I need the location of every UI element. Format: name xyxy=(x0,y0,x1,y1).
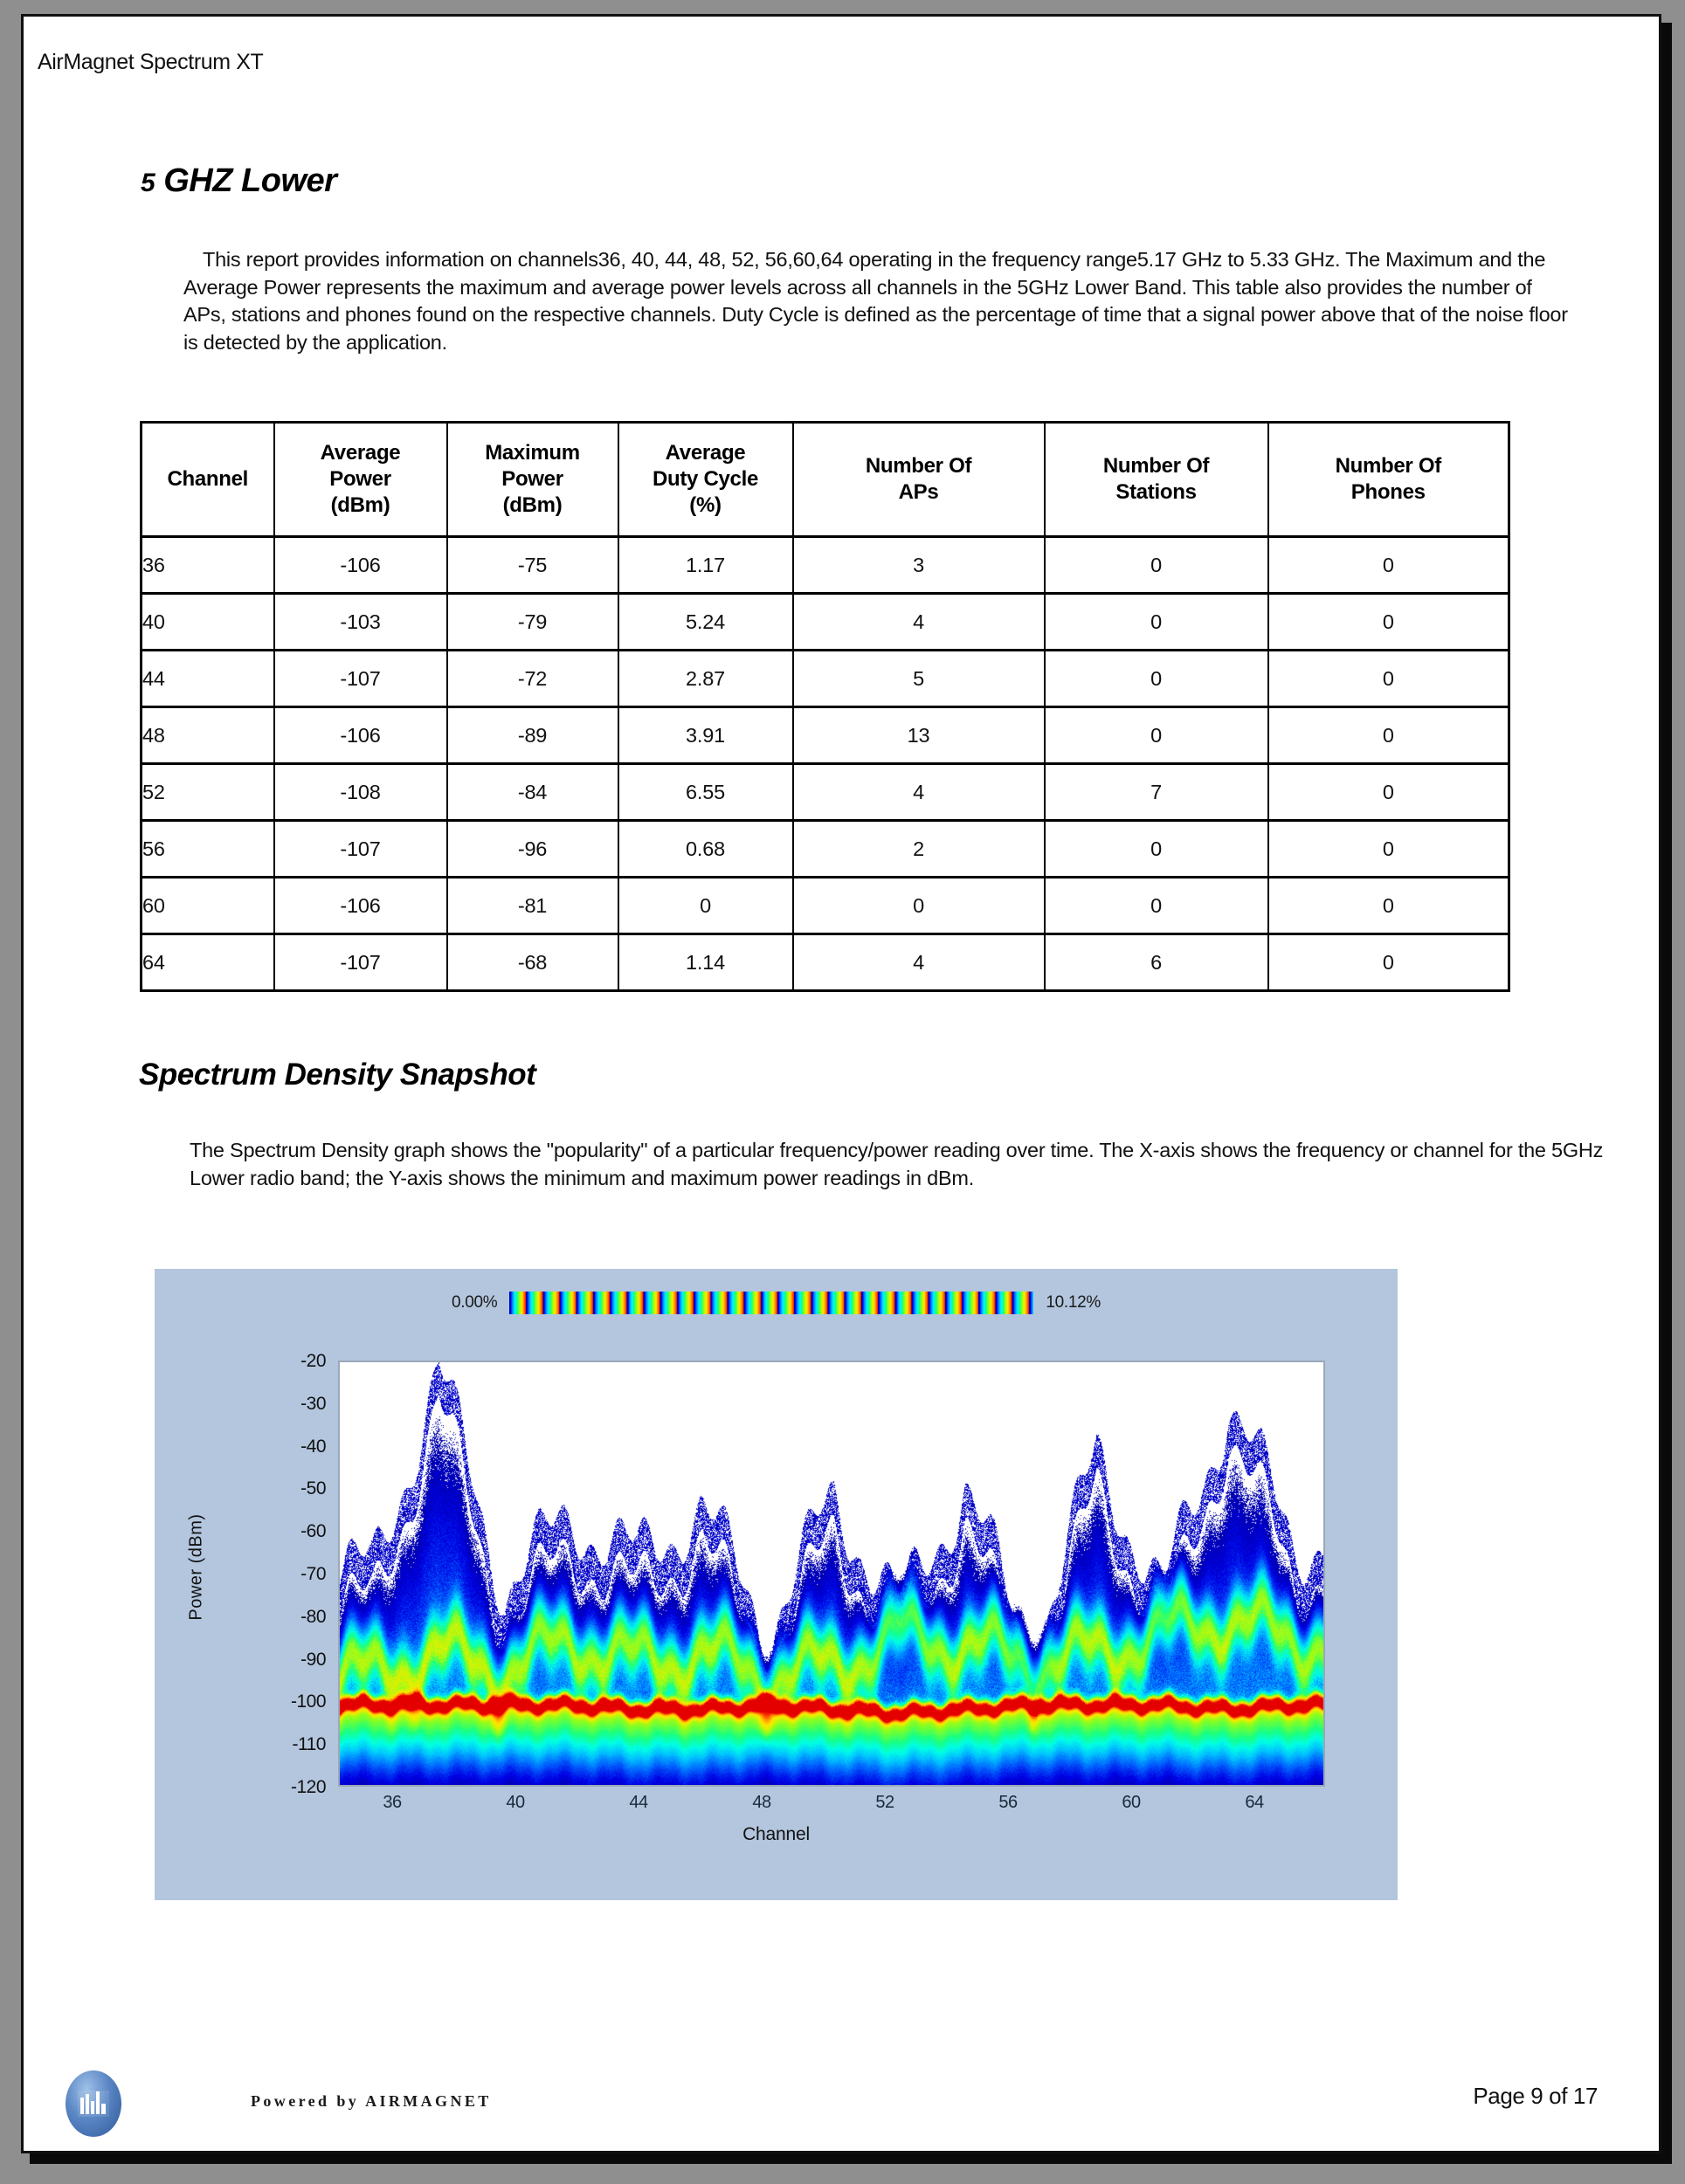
table-row xyxy=(142,878,1509,934)
header-line: (dBm) xyxy=(502,493,563,517)
col-header-number-of-aps xyxy=(793,423,1045,537)
cell-phones: 0 xyxy=(1268,594,1509,651)
cell-phones: 0 xyxy=(1268,934,1509,991)
header-line: Average xyxy=(665,441,746,465)
y-axis-ticks xyxy=(256,1351,331,1797)
y-tick-label: -60 xyxy=(300,1521,326,1542)
y-axis-title: Power (dBm) xyxy=(186,1513,206,1621)
y-tick-label: -30 xyxy=(300,1393,326,1414)
y-tick-label: -100 xyxy=(290,1691,326,1712)
header-line: Power xyxy=(501,467,563,491)
channel-summary-table xyxy=(140,421,1510,992)
cell-channel: 40 xyxy=(142,594,274,651)
footer-powered-by: Powered by AIRMAGNET xyxy=(251,2092,492,2110)
header-line: Power xyxy=(329,467,391,491)
table-header-row xyxy=(142,423,1509,537)
cell-channel: 64 xyxy=(142,934,274,991)
y-tick-label: -90 xyxy=(300,1649,326,1670)
cell-aps: 13 xyxy=(793,707,1045,764)
section-title-prefix: 5 xyxy=(141,169,155,197)
cell-avg-power: -107 xyxy=(274,934,447,991)
table-row xyxy=(142,934,1509,991)
header-line: Channel xyxy=(167,467,249,491)
header-line: Number Of xyxy=(1335,454,1441,478)
table-body xyxy=(142,537,1509,991)
cell-duty-cycle: 2.87 xyxy=(618,651,793,707)
cell-aps: 2 xyxy=(793,821,1045,878)
cell-aps: 4 xyxy=(793,934,1045,991)
header-line: Number Of xyxy=(1102,454,1210,478)
header-line: (dBm) xyxy=(330,493,390,517)
cell-max-power: -72 xyxy=(447,651,618,707)
y-tick-label: -50 xyxy=(300,1478,326,1499)
cell-stations: 0 xyxy=(1045,594,1268,651)
header-line: Number Of xyxy=(865,454,972,478)
cell-max-power: -79 xyxy=(447,594,618,651)
section-title-spectrum-density: Spectrum Density Snapshot xyxy=(139,1058,536,1092)
cell-stations: 0 xyxy=(1045,537,1268,594)
x-tick-label: 52 xyxy=(875,1793,894,1812)
table-row xyxy=(142,594,1509,651)
cell-duty-cycle: 3.91 xyxy=(618,707,793,764)
cell-channel: 56 xyxy=(142,821,274,878)
table-row xyxy=(142,764,1509,821)
cell-phones: 0 xyxy=(1268,821,1509,878)
table-row xyxy=(142,707,1509,764)
cell-aps: 4 xyxy=(793,594,1045,651)
cell-aps: 0 xyxy=(793,878,1045,934)
cell-avg-power: -107 xyxy=(274,821,447,878)
cell-duty-cycle: 5.24 xyxy=(618,594,793,651)
colorbar-max-label: 10.12% xyxy=(1046,1293,1101,1312)
table-row xyxy=(142,651,1509,707)
cell-stations: 0 xyxy=(1045,878,1268,934)
cell-channel: 52 xyxy=(142,764,274,821)
header-line: APs xyxy=(898,480,939,504)
cell-phones: 0 xyxy=(1268,764,1509,821)
x-tick-label: 36 xyxy=(383,1793,402,1812)
cell-avg-power: -108 xyxy=(274,764,447,821)
cell-phones: 0 xyxy=(1268,537,1509,594)
cell-avg-power: -106 xyxy=(274,878,447,934)
section-title-5ghz-lower xyxy=(141,162,336,200)
plot-area xyxy=(338,1361,1325,1787)
table-row xyxy=(142,537,1509,594)
document-page xyxy=(21,14,1661,2153)
cell-channel: 44 xyxy=(142,651,274,707)
y-tick-label: -120 xyxy=(290,1777,326,1797)
paragraph-spectrum-density: The Spectrum Density graph shows the "popularity" of a particular frequency/power reading over time. The X-axis shows the frequency or channel for the 5GHz Lower radio band; the Y-axis shows the minimum and maximum power readings in dBm. xyxy=(190,1139,1604,1189)
cell-max-power: -84 xyxy=(447,764,618,821)
y-tick-label: -40 xyxy=(300,1436,326,1457)
cell-duty-cycle: 0 xyxy=(618,878,793,934)
cell-max-power: -96 xyxy=(447,821,618,878)
col-header-number-of-stations xyxy=(1045,423,1268,537)
colorbar-min-label: 0.00% xyxy=(451,1293,498,1312)
x-tick-label: 48 xyxy=(752,1793,771,1812)
cell-avg-power: -103 xyxy=(274,594,447,651)
cell-max-power: -89 xyxy=(447,707,618,764)
footer-page-number: Page 9 of 17 xyxy=(1473,2083,1598,2109)
cell-max-power: -75 xyxy=(447,537,618,594)
cell-channel: 48 xyxy=(142,707,274,764)
cell-avg-power: -106 xyxy=(274,537,447,594)
table-row xyxy=(142,821,1509,878)
col-header-maximum-power xyxy=(447,423,618,537)
header-line: Phones xyxy=(1350,480,1426,504)
spectrum-density-canvas xyxy=(340,1362,1325,1787)
document-header-title: AirMagnet Spectrum XT xyxy=(38,50,264,74)
airmagnet-logo-icon xyxy=(66,2070,121,2137)
header-line: Maximum xyxy=(485,441,580,465)
cell-phones: 0 xyxy=(1268,878,1509,934)
cell-stations: 0 xyxy=(1045,651,1268,707)
cell-avg-power: -106 xyxy=(274,707,447,764)
cell-stations: 0 xyxy=(1045,707,1268,764)
cell-aps: 5 xyxy=(793,651,1045,707)
cell-duty-cycle: 0.68 xyxy=(618,821,793,878)
col-header-average-power xyxy=(274,423,447,537)
x-tick-label: 44 xyxy=(629,1793,648,1812)
cell-aps: 4 xyxy=(793,764,1045,821)
cell-duty-cycle: 6.55 xyxy=(618,764,793,821)
cell-phones: 0 xyxy=(1268,651,1509,707)
x-axis-ticks xyxy=(338,1793,1325,1819)
colorbar-legend xyxy=(155,1288,1398,1318)
cell-stations: 7 xyxy=(1045,764,1268,821)
cell-aps: 3 xyxy=(793,537,1045,594)
section-title-rest: GHZ Lower xyxy=(155,162,337,199)
cell-duty-cycle: 1.14 xyxy=(618,934,793,991)
spectrum-density-chart xyxy=(155,1269,1398,1900)
header-line: (%) xyxy=(689,493,722,517)
x-tick-label: 60 xyxy=(1122,1793,1141,1812)
cell-max-power: -68 xyxy=(447,934,618,991)
x-tick-label: 40 xyxy=(506,1793,525,1812)
col-header-average-duty-cycle xyxy=(618,423,793,537)
y-tick-label: -70 xyxy=(300,1564,326,1584)
cell-stations: 6 xyxy=(1045,934,1268,991)
cell-max-power: -81 xyxy=(447,878,618,934)
col-header-number-of-phones xyxy=(1268,423,1509,537)
y-tick-label: -80 xyxy=(300,1606,326,1627)
x-tick-label: 56 xyxy=(998,1793,1018,1812)
paragraph-5ghz-lower: This report provides information on channels36, 40, 44, 48, 52, 56,60,64 operating in the frequency range5.17 GHz to 5.33 GHz. The Maximum and the Average Power represents the maximum and average power levels across all channels in the 5GHz Lower Band. This table also provides the number of APs, stations and phones found on the respective channels. Duty Cycle is defined as the percentage of time that a signal power above that of the noise floor is detected by the application. xyxy=(183,248,1568,354)
x-axis-title: Channel xyxy=(742,1824,810,1844)
y-tick-label: -20 xyxy=(300,1351,326,1371)
header-line: Stations xyxy=(1115,480,1197,504)
cell-stations: 0 xyxy=(1045,821,1268,878)
col-header-channel xyxy=(142,423,274,537)
cell-channel: 60 xyxy=(142,878,274,934)
header-line: Duty Cycle xyxy=(652,467,759,491)
colorbar-gradient xyxy=(509,1292,1033,1314)
cell-channel: 36 xyxy=(142,537,274,594)
cell-duty-cycle: 1.17 xyxy=(618,537,793,594)
x-tick-label: 64 xyxy=(1245,1793,1264,1812)
y-tick-label: -110 xyxy=(292,1734,326,1755)
header-line: Average xyxy=(320,441,401,465)
cell-avg-power: -107 xyxy=(274,651,447,707)
cell-phones: 0 xyxy=(1268,707,1509,764)
